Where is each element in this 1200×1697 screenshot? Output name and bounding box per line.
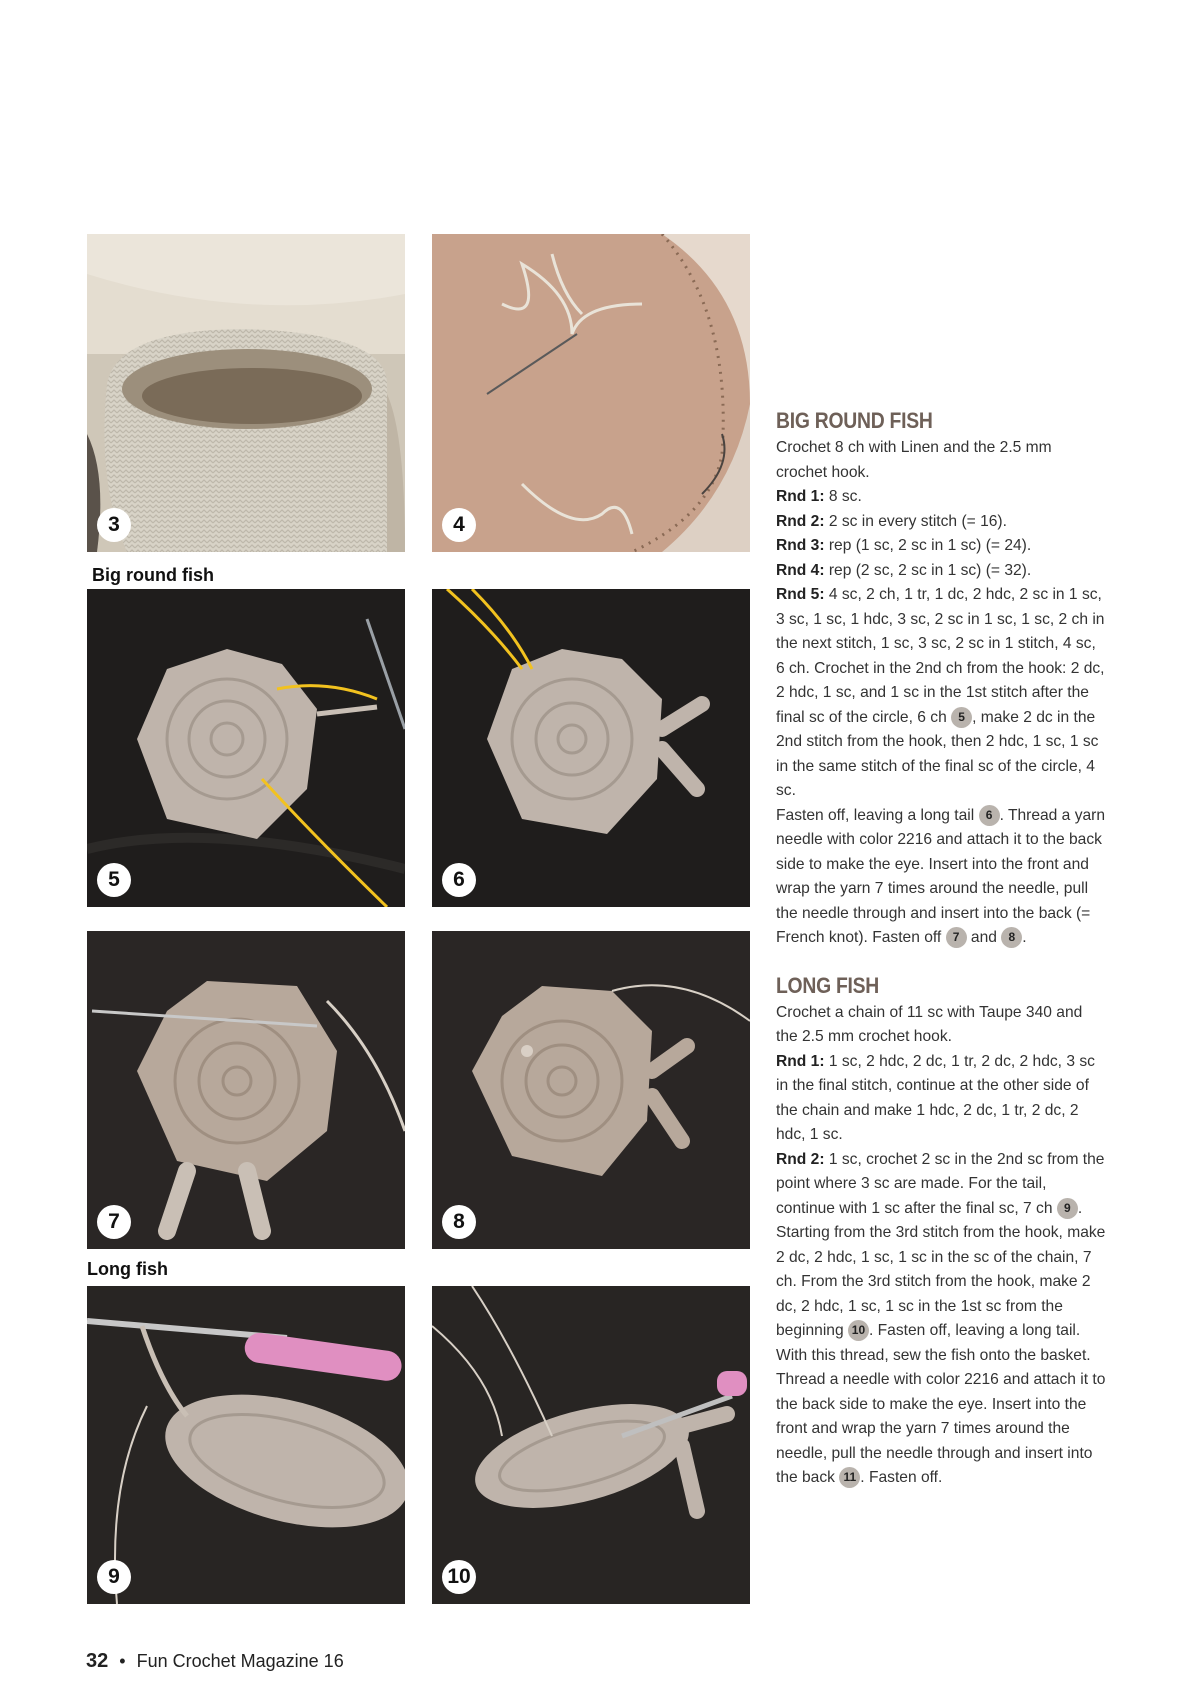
magazine-title: Fun Crochet Magazine 16 bbox=[136, 1651, 344, 1671]
rnd-text: 1 sc, crochet 2 sc in the 2nd sc from the point where 3 sc are made. For the tail, continue with 1 sc after the final sc, 7 ch bbox=[776, 1150, 1105, 1217]
big-fish-fasten-off bbox=[776, 804, 1106, 951]
caption-big-round-fish: Big round fish bbox=[92, 565, 214, 585]
page-number: 32 bbox=[86, 1650, 109, 1672]
photo-ref-badge: 8 bbox=[1001, 927, 1022, 948]
photo-ref-badge: 6 bbox=[979, 805, 1000, 826]
photo-9 bbox=[87, 1286, 405, 1604]
rnd-label: Rnd 4: bbox=[776, 561, 825, 579]
footer-bullet: • bbox=[119, 1651, 126, 1671]
rnd-label: Rnd 5: bbox=[776, 586, 825, 603]
big-fish-rnd3 bbox=[776, 534, 1106, 559]
page-footer bbox=[86, 1650, 344, 1673]
rnd-label: Rnd 3: bbox=[776, 537, 825, 554]
long-fish-start-image bbox=[87, 1286, 405, 1604]
photo-8 bbox=[432, 931, 750, 1249]
photo-ref-badge: 11 bbox=[839, 1467, 860, 1488]
round-fish-finished-image bbox=[432, 931, 750, 1249]
instruction-text: Fasten off, leaving a long tail bbox=[776, 806, 979, 824]
photo-4 bbox=[432, 234, 750, 552]
photo-7 bbox=[87, 931, 405, 1249]
long-fish-tail-image bbox=[432, 1286, 750, 1604]
long-fish-finish bbox=[776, 1221, 1106, 1491]
photo-number-badge: 4 bbox=[442, 508, 476, 542]
caption-long-fish: Long fish bbox=[87, 1259, 168, 1279]
pattern-instructions bbox=[776, 406, 1106, 1491]
long-fish-rnd2 bbox=[776, 1148, 1106, 1222]
cardboard-photo-image bbox=[432, 234, 750, 552]
photo-5 bbox=[87, 589, 405, 907]
big-fish-rnd2 bbox=[776, 510, 1106, 535]
instruction-text: . bbox=[1022, 929, 1027, 946]
photo-ref-badge: 7 bbox=[946, 927, 967, 948]
photo-ref-badge: 5 bbox=[951, 707, 972, 728]
rnd-text: 1 sc, 2 hdc, 2 dc, 1 tr, 2 dc, 2 hdc, 3 sc in the final stitch, continue at the other side of the chain and make 1 hdc, 2 dc, 1 tr, 2 dc, 2 hdc, 1 sc. bbox=[776, 1052, 1095, 1143]
rnd-label: Rnd 1: bbox=[776, 488, 825, 505]
rnd-text: rep (2 sc, 2 sc in 1 sc) (= 32). bbox=[824, 561, 1032, 579]
photo-6 bbox=[432, 589, 750, 907]
rnd-text: rep (1 sc, 2 sc in 1 sc) (= 24). bbox=[824, 537, 1032, 554]
long-fish-intro: Crochet a chain of 11 sc with Taupe 340 and the 2.5 mm crochet hook. bbox=[776, 1003, 1083, 1045]
instruction-text: . Thread a yarn needle with color 2216 and attach it to the back side to make the eye. Insert into the front and wrap the yarn 7 times around the needle, pull the needle through and insert into the back (= French knot). Fasten off bbox=[776, 806, 1106, 946]
big-fish-intro: Crochet 8 ch with Linen and the 2.5 mm crochet hook. bbox=[776, 439, 1052, 481]
rnd-text: 2 sc in every stitch (= 16). bbox=[824, 512, 1007, 530]
instruction-text: . Fasten off. bbox=[860, 1469, 943, 1486]
photo-number-badge: 3 bbox=[97, 508, 131, 542]
round-fish-circle-image bbox=[87, 589, 405, 907]
photo-3 bbox=[87, 234, 405, 552]
instruction-text: Starting from the 3rd stitch from the hook, make 2 dc, 2 hdc, 1 sc, 1 sc in the sc of the chain, 7 ch. From the 3rd stitch from the hook, make 2 dc, 2 hdc, 1 sc, 1 sc in the 1st sc from the beginning bbox=[776, 1224, 1106, 1339]
rnd-text: 8 sc. bbox=[824, 488, 862, 505]
rnd-label: Rnd 1: bbox=[776, 1052, 825, 1070]
rnd-text: 4 sc, 2 ch, 1 tr, 1 dc, 2 hdc, 2 sc in 1 sc, 3 sc, 1 sc, 1 hdc, 3 sc, 2 sc in 1 sc, 1 sc, 2 ch in the next stitch, 1 sc, 3 sc, 2 sc in 1 stitch, 4 sc, 6 ch. Crochet in the 2nd ch from the hook: 2 dc, 2 hdc, 1 sc, and 1 sc in the 1st stitch after the final sc of the circle, 6 ch bbox=[776, 586, 1105, 726]
photo-number-badge: 10 bbox=[442, 1560, 476, 1594]
heading-long-fish: LONG FISH bbox=[776, 972, 880, 998]
instruction-text: and bbox=[966, 929, 1002, 946]
basket-photo-image bbox=[87, 234, 405, 552]
big-fish-rnd4 bbox=[776, 559, 1106, 584]
photo-ref-badge: 9 bbox=[1057, 1198, 1078, 1219]
big-fish-rnd5 bbox=[776, 583, 1106, 804]
round-fish-tail-image bbox=[432, 589, 750, 907]
rnd-label: Rnd 2: bbox=[776, 512, 825, 530]
photo-number-badge: 8 bbox=[442, 1205, 476, 1239]
big-fish-rnd1 bbox=[776, 485, 1106, 510]
round-fish-eye-image bbox=[87, 931, 405, 1249]
photo-number-badge: 5 bbox=[97, 863, 131, 897]
photo-number-badge: 9 bbox=[97, 1560, 131, 1594]
photo-ref-badge: 10 bbox=[848, 1320, 869, 1341]
photo-number-badge: 7 bbox=[97, 1205, 131, 1239]
photo-number-badge: 6 bbox=[442, 863, 476, 897]
photo-10 bbox=[432, 1286, 750, 1604]
long-fish-rnd1 bbox=[776, 1050, 1106, 1148]
rnd-text: . bbox=[1077, 1199, 1083, 1217]
rnd-text: , make 2 dc in the 2nd stitch from the hook, then 2 hdc, 1 sc, 1 sc in the same stitch of the final sc of the circle, 4 sc. bbox=[776, 708, 1099, 799]
heading-big-round-fish: BIG ROUND FISH bbox=[776, 408, 933, 433]
instruction-text: . Fasten off, leaving a long tail. With this thread, sew the fish onto the basket. Thread a needle with color 2216 and attach it to the back side to make the eye. Insert into the front and wrap the yarn 7 times around the needle, pull the needle through and insert into the back bbox=[776, 1322, 1106, 1486]
rnd-label: Rnd 2: bbox=[776, 1150, 825, 1168]
